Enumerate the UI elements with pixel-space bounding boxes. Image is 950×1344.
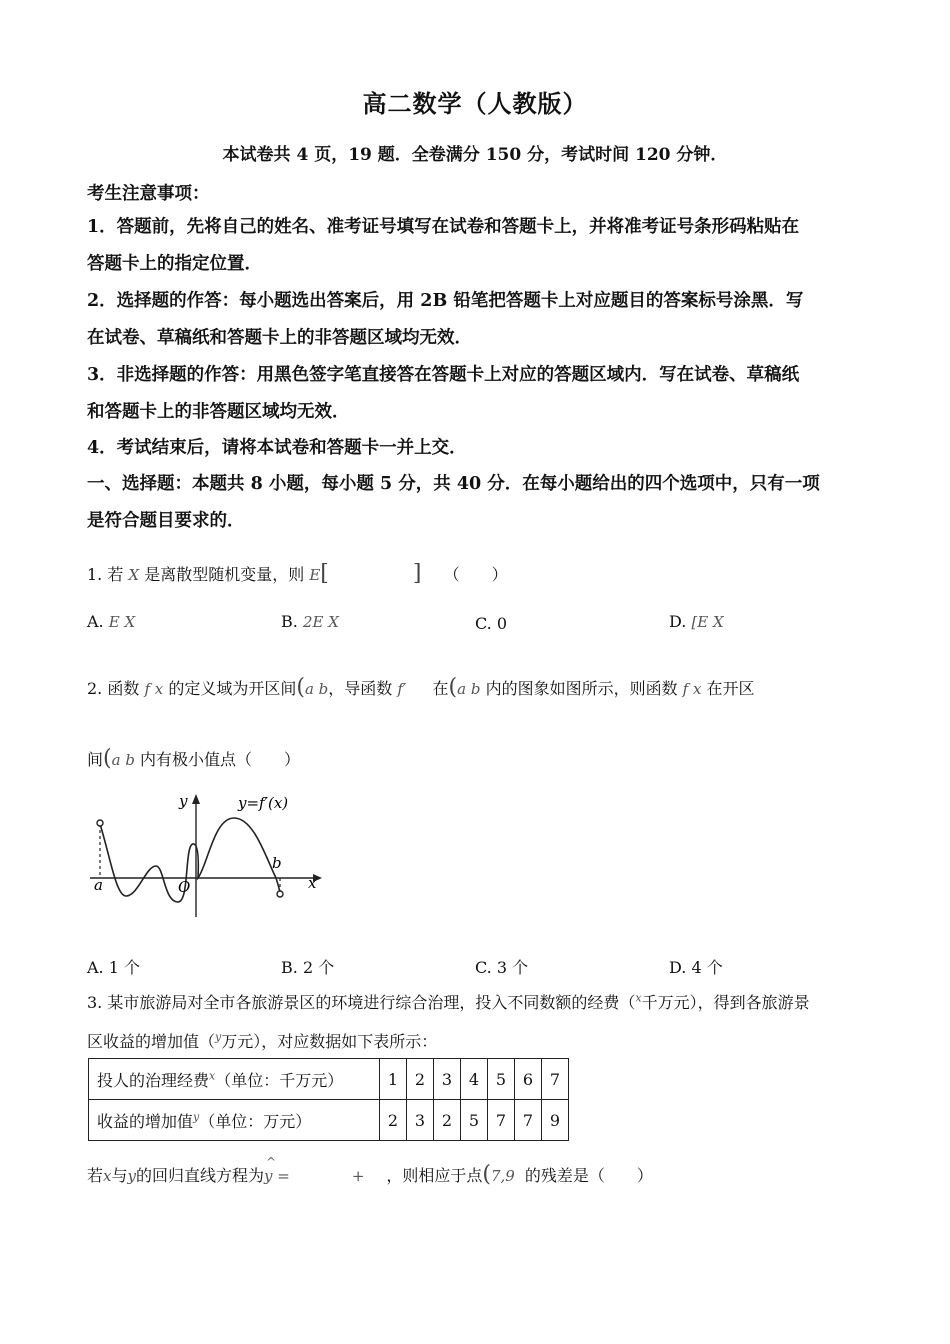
option-label: A. (87, 612, 104, 631)
q3-y-var: y (127, 1167, 136, 1185)
table-cell: 6 (515, 1059, 542, 1100)
section-1-line-2: 是符合题目要求的． (87, 511, 245, 531)
option-label: A. (87, 958, 104, 977)
q3-text: 区收益的增加值（ (87, 1032, 216, 1051)
exam-info: 本试卷共 4 页，19 题．全卷满分 150 分，考试时间 120 分钟． (222, 145, 728, 165)
notice-item-4: 4．考试结束后，请将本试卷和答题卡一并上交． (87, 438, 467, 458)
option-label: B. (281, 958, 298, 977)
q1-mid: 是离散型随机变量，则 (144, 565, 305, 584)
question-2-line-2 (87, 746, 300, 771)
table-cell: 2 (380, 1100, 407, 1141)
q1-open-bracket: [ (320, 561, 329, 586)
q3-text: 的回归直线方程为 (135, 1166, 264, 1185)
q1-answer-blank: （ ） (443, 565, 508, 584)
question-2-line-1 (87, 675, 755, 700)
q2-text: 2. 函数 (87, 679, 140, 698)
option-expr: E X (108, 613, 136, 631)
data-table (88, 1058, 569, 1141)
option-label: B. (281, 612, 298, 631)
table-cell: 9 (542, 1100, 569, 1141)
q1-option-d[interactable] (669, 612, 724, 631)
q2-func: f x (682, 680, 702, 698)
table-cell: 3 (434, 1059, 461, 1100)
option-label: C. (475, 614, 492, 633)
question-3-line-3 (87, 1155, 653, 1187)
q3-yhat (264, 1155, 290, 1185)
q1-close-bracket: ] (412, 561, 422, 586)
curve-label: y=f′(x) (238, 794, 289, 812)
q2-open-paren: ( (296, 675, 305, 700)
question-3-line-1 (87, 990, 810, 1013)
q2-interval: a b (111, 751, 135, 769)
q3-text: 万元），对应数据如下表所示： (221, 1032, 438, 1051)
option-expr: 2E X (302, 613, 339, 631)
notice-item-2-line-1: 2．选择题的作答：每小题选出答案后，用 2B 铅笔把答题卡上对应题目的答案标号涂黑．写 (87, 291, 804, 311)
row-var: y (193, 1110, 200, 1124)
hat-mark: ^ (266, 1155, 277, 1169)
q2-text: 间 (87, 750, 104, 769)
table-cell: 7 (488, 1100, 515, 1141)
row-label: 投人的治理经费 (97, 1070, 210, 1090)
q3-x-var: x (635, 991, 642, 1005)
q2-text: 的定义域为开区间 (168, 679, 297, 698)
q3-plus: + (351, 1167, 365, 1185)
open-endpoint-b (277, 891, 283, 897)
option-expr: 0 (496, 614, 508, 633)
q1-expr: E (309, 566, 321, 584)
q2-interval: a b (304, 680, 329, 698)
y-axis-arrow (192, 794, 200, 804)
q2-option-d[interactable] (669, 955, 723, 978)
q3-text: 若 (87, 1166, 104, 1185)
option-text: 2 个 (302, 958, 335, 977)
origin-label: O (178, 878, 191, 896)
q2-func: f x (144, 680, 164, 698)
q3-y-var: y (215, 1030, 222, 1044)
q2-text: 内的图象如图所示，则函数 (485, 679, 678, 698)
q1-var: X (128, 566, 140, 584)
option-label: C. (475, 958, 492, 977)
notice-heading: 考生注意事项： (87, 184, 210, 204)
q1-option-c[interactable] (475, 614, 507, 633)
q2-text: 在 (432, 679, 449, 698)
q3-text: 千万元），得到各旅游景 (641, 993, 810, 1012)
option-label: D. (669, 612, 687, 631)
row-unit: （单位：千万元） (215, 1070, 344, 1090)
q3-text: 与 (111, 1166, 128, 1185)
q1-option-a[interactable] (87, 612, 135, 631)
q2-text: 内有极小值点（ ） (140, 750, 301, 769)
q3-x-var: x (103, 1167, 112, 1185)
option-expr: [E X (691, 613, 724, 631)
question-3-line-2 (87, 1029, 437, 1052)
q2-text: 在开区 (706, 679, 755, 698)
x-label: x (308, 874, 317, 892)
table-cell: 1 (380, 1059, 407, 1100)
derivative-graph (86, 786, 326, 921)
q3-open-paren: ( (482, 1162, 491, 1187)
row-var: x (209, 1069, 216, 1083)
section-1-line-1: 一、选择题：本题共 8 小题，每小题 5 分，共 40 分．在每小题给出的四个选项中，只有一项 (87, 474, 820, 494)
q1-option-b[interactable] (281, 612, 339, 631)
row-unit: （单位：万元） (199, 1111, 312, 1131)
row-label: 收益的增加值 (97, 1111, 194, 1131)
q2-text: ，导函数 (328, 679, 393, 698)
q3-text: ，则相应于点 (386, 1166, 483, 1185)
q3-point: 7,9 (491, 1167, 515, 1185)
q1-prefix: 1. 若 (87, 565, 124, 584)
q2-option-b[interactable] (281, 955, 334, 978)
option-text: 3 个 (496, 958, 529, 977)
b-label: b (272, 854, 282, 872)
option-label: D. (669, 958, 687, 977)
q2-interval: a b (457, 680, 481, 698)
table-row-header (89, 1100, 380, 1141)
table-cell: 4 (461, 1059, 488, 1100)
question-1 (87, 561, 508, 586)
q2-option-c[interactable] (475, 955, 528, 978)
table-row-header (89, 1059, 380, 1100)
q2-open-paren: ( (103, 746, 112, 771)
notice-item-3-line-2: 和答题卡上的非答题区域均无效． (87, 402, 350, 422)
notice-item-1-line-1: 1．答题前，先将自己的姓名、准考证号填写在试卷和答题卡上，并将准考证号条形码粘贴在 (87, 217, 800, 237)
table-cell: 5 (461, 1100, 488, 1141)
notice-item-3-line-1: 3．非选择题的作答：用黑色签字笔直接答在答题卡上对应的答题区域内．写在试卷、草稿纸 (87, 365, 800, 385)
table-row (89, 1100, 569, 1141)
table-cell: 3 (407, 1100, 434, 1141)
a-label: a (94, 876, 103, 894)
q2-open-paren: ( (448, 675, 458, 700)
table-row (89, 1059, 569, 1100)
table-cell: 5 (488, 1059, 515, 1100)
table-cell: 2 (434, 1100, 461, 1141)
option-text: 1 个 (108, 958, 141, 977)
q3-yhat-text: y = (264, 1167, 290, 1185)
q3-text: 的残差是（ ） (524, 1166, 653, 1185)
option-text: 4 个 (691, 958, 723, 977)
q3-text: 3. 某市旅游局对全市各旅游景区的环境进行综合治理，投入不同数额的经费（ (87, 993, 636, 1012)
table-cell: 2 (407, 1059, 434, 1100)
open-endpoint-a (97, 820, 103, 826)
notice-item-1-line-2: 答题卡上的指定位置． (87, 254, 262, 274)
q2-option-a[interactable] (87, 955, 140, 978)
notice-item-2-line-2: 在试卷、草稿纸和答题卡上的非答题区域均无效． (87, 328, 472, 348)
table-cell: 7 (515, 1100, 542, 1141)
q2-derivative: f′ (397, 680, 407, 698)
y-label: y (179, 792, 188, 810)
page-title: 高二数学（人教版） (362, 89, 588, 118)
table-cell: 7 (542, 1059, 569, 1100)
